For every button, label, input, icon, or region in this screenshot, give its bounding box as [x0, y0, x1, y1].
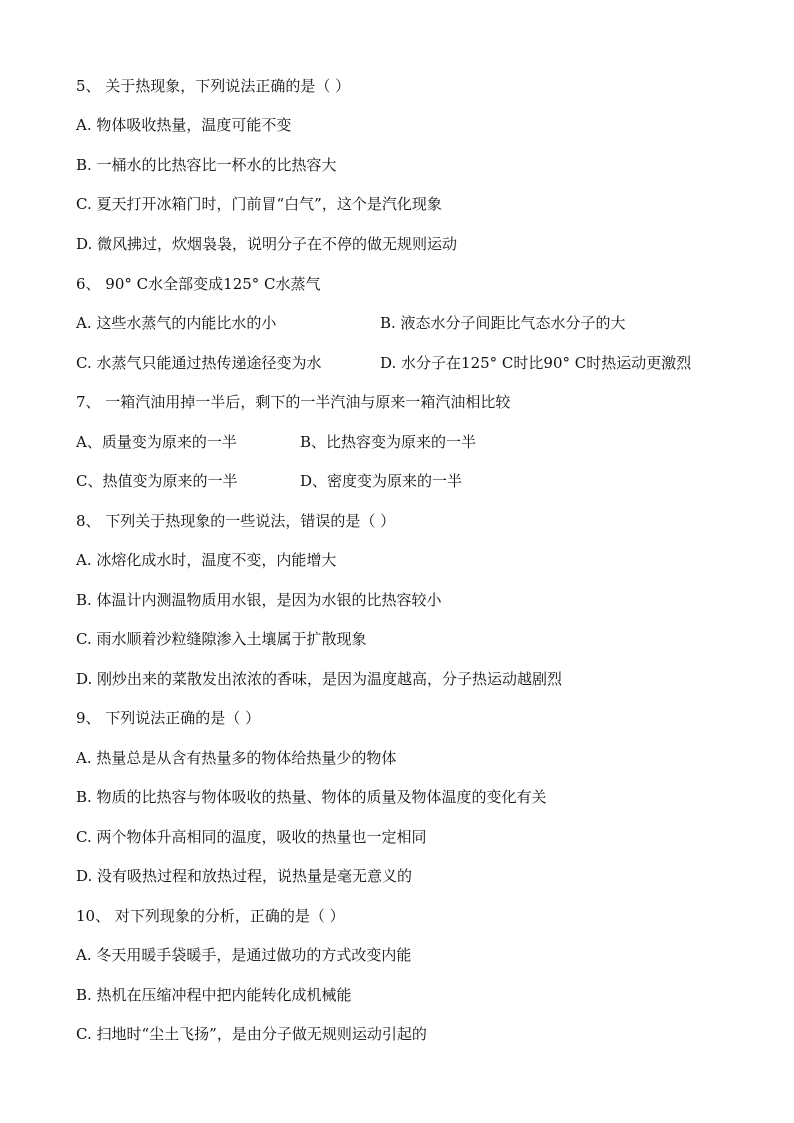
question-10-option-a: A. 冬天用暖手袋暖手，是通过做功的方式改变内能 — [76, 946, 412, 964]
question-5-stem: 5、 关于热现象，下列说法正确的是（ ） — [76, 77, 351, 95]
question-5-option-a: A. 物体吸收热量，温度可能不变 — [76, 116, 292, 134]
question-8-option-d: D. 刚炒出来的菜散发出浓浓的香味，是因为温度越高，分子热运动越剧烈 — [76, 670, 563, 688]
question-8-option-c: C. 雨水顺着沙粒缝隙渗入土壤属于扩散现象 — [76, 630, 367, 648]
question-8-option-a: A. 冰熔化成水时，温度不变，内能增大 — [76, 551, 337, 569]
question-9-option-d: D. 没有吸热过程和放热过程，说热量是毫无意义的 — [76, 867, 413, 885]
question-9-option-c: C. 两个物体升高相同的温度，吸收的热量也一定相同 — [76, 828, 427, 846]
question-10-option-c: C. 扫地时“尘土飞扬”，是由分子做无规则运动引起的 — [76, 1025, 427, 1043]
question-9-stem: 9、 下列说法正确的是（ ） — [76, 709, 261, 727]
question-5-option-b: B. 一桶水的比热容比一杯水的比热容大 — [76, 156, 337, 174]
question-7-option-b: B、比热容变为原来的一半 — [300, 433, 477, 451]
question-7-stem: 7、 一箱汽油用掉一半后，剩下的一半汽油与原来一箱汽油相比较 — [76, 393, 511, 411]
question-7-option-a: A、质量变为原来的一半 — [76, 433, 237, 451]
question-6-option-c: C. 水蒸气只能通过热传递途径变为水 — [76, 354, 322, 372]
question-9-option-a: A. 热量总是从含有热量多的物体给热量少的物体 — [76, 749, 397, 767]
question-9-option-b: B. 物质的比热容与物体吸收的热量、物体的质量及物体温度的变化有关 — [76, 788, 547, 806]
question-7-option-c: C、热值变为原来的一半 — [76, 472, 238, 490]
question-6-option-a: A. 这些水蒸气的内能比水的小 — [76, 314, 277, 332]
question-5-option-c: C. 夏天打开冰箱门时，门前冒“白气”，这个是汽化现象 — [76, 195, 442, 213]
question-7-option-d: D、密度变为原来的一半 — [300, 472, 463, 490]
question-5-option-d: D. 微风拂过，炊烟袅袅，说明分子在不停的做无规则运动 — [76, 235, 458, 253]
question-8-option-b: B. 体温计内测温物质用水银，是因为水银的比热容较小 — [76, 591, 442, 609]
question-6-option-b: B. 液态水分子间距比气态水分子的大 — [380, 314, 626, 332]
question-10-option-b: B. 热机在压缩冲程中把内能转化成机械能 — [76, 986, 352, 1004]
question-6-stem: 6、 90° C水全部变成125° C水蒸气 — [76, 275, 321, 293]
question-8-stem: 8、 下列关于热现象的一些说法，错误的是（ ） — [76, 512, 396, 530]
question-10-stem: 10、 对下列现象的分析，正确的是（ ） — [76, 907, 345, 925]
question-6-option-d: D. 水分子在125° C时比90° C时热运动更激烈 — [380, 354, 692, 372]
